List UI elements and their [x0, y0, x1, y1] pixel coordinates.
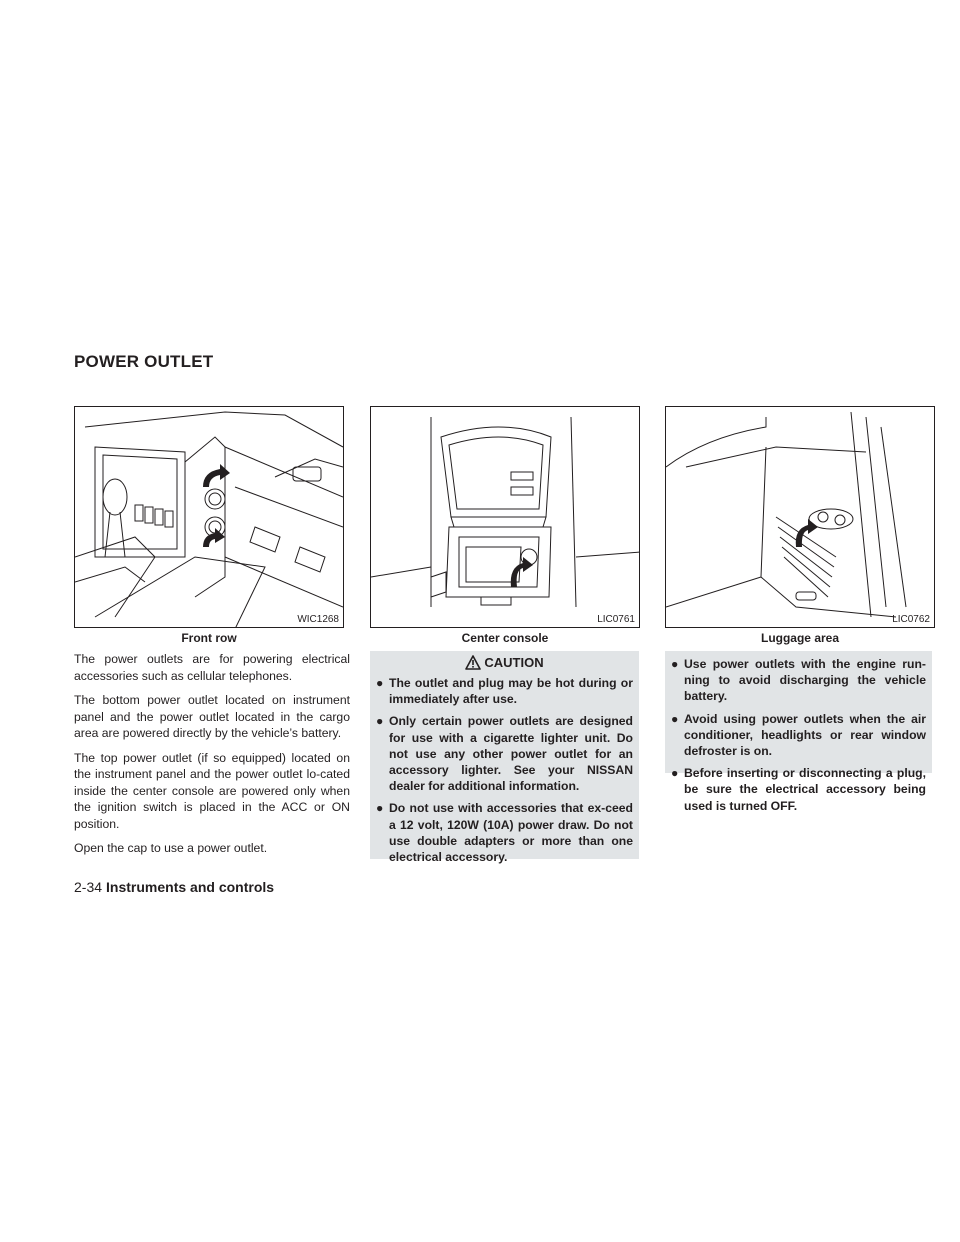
caution-heading [376, 655, 633, 670]
body-text [74, 651, 350, 865]
warning-icon [465, 655, 481, 670]
caution-bullet: ● The outlet and plug may be hot during or immediately after use. [376, 676, 633, 707]
bullet-icon: ● [671, 657, 679, 671]
caution-bullet: ● Avoid using power outlets when the air conditioner, headlights or rear window defroster is on. [671, 711, 926, 759]
figure-center-console [370, 406, 640, 628]
figure-luggage-area [665, 406, 935, 628]
caution-bullet: ● Before inserting or disconnecting a plug, be sure the electrical accessory being used is turned OFF. [671, 766, 926, 813]
caution-bullet: ● Use power outlets with the engine run-ning to avoid discharging the vehicle battery. [671, 657, 926, 704]
page-number: 2-34 [74, 879, 103, 895]
paragraph: The top power outlet (if so equipped) located on the instrument panel and the power outlet lo-cated inside the center console are powered only when the ignition switch is placed in the ACC or ON position. [74, 750, 350, 831]
paragraph: The power outlets are for powering electrical accessories such as cellular telephones. [74, 652, 350, 683]
bullet-icon: ● [376, 801, 384, 816]
figure-caption: Luggage area [760, 631, 840, 645]
caution-box-continued [665, 651, 932, 813]
section-title: POWER OUTLET [74, 352, 214, 371]
caution-box [370, 651, 639, 865]
center-console-illustration [371, 407, 640, 628]
figure-caption: Front row [181, 631, 237, 645]
figure-code: LIC0762 [892, 614, 930, 625]
bullet-icon: ● [376, 676, 384, 690]
paragraph: The bottom power outlet located on instrument panel and the power outlet located in the cargo area are powered directly by the vehicle’s battery. [74, 693, 350, 740]
caution-label: CAUTION [484, 655, 544, 670]
paragraph: Open the cap to use a power outlet. [74, 841, 268, 855]
figure-caption: Center console [461, 631, 549, 645]
caution-bullet: ● Only certain power outlets are designed for use with a cigarette lighter unit. Do not use any other power outlet for an accessory lighter. See your NISSAN dealer for additional information. [376, 714, 633, 794]
caution-bullet: ● Do not use with accessories that ex-ceed a 12 volt, 120W (10A) power draw. Do not use double adapters or more than one electrical accessory. [376, 801, 633, 865]
bullet-icon: ● [671, 766, 679, 781]
figure-code: WIC1268 [297, 614, 339, 625]
footer-section: Instruments and controls [106, 879, 275, 895]
bullet-icon: ● [671, 711, 679, 726]
page-footer [74, 879, 274, 895]
figure-front-row [74, 406, 344, 628]
figure-code: LIC0761 [597, 614, 635, 625]
front-row-illustration [75, 407, 344, 628]
bullet-icon: ● [376, 714, 384, 729]
luggage-area-illustration [666, 407, 933, 628]
